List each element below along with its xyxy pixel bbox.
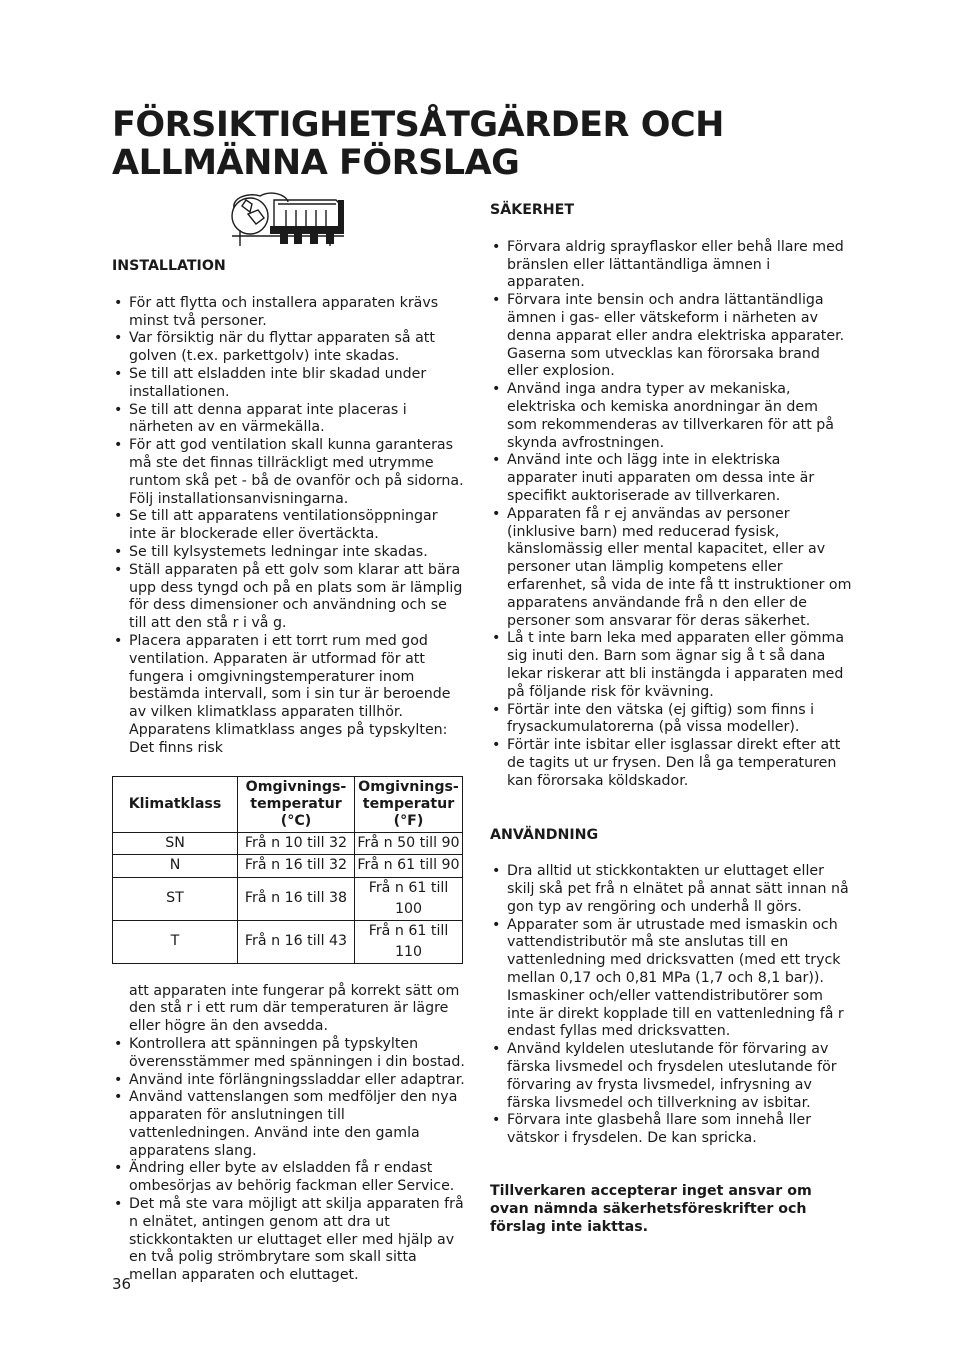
list-item: • Det må ste vara möjligt att skilja apparaten frå n elnätet, antingen genom att dra ut stickkontakten ur eluttaget eller med hjälp av en två polig strömbrytare som skall sitta mellan apparaten och eluttaget.	[112, 1196, 468, 1285]
climate-class-table	[112, 776, 463, 964]
table-row	[113, 877, 463, 920]
list-item: • Dra alltid ut stickkontakten ur eluttaget eller skilj skå pet frå n elnätet på annat sätt innan nå gon typ av rengöring och underhå ll görs.	[490, 863, 852, 916]
installation-heading: INSTALLATION	[112, 258, 226, 274]
left-column	[112, 258, 468, 1285]
title-line-1: FÖRSIKTIGHETSÅTGÄRDER OCH	[112, 105, 724, 145]
list-item: • Förvara aldrig sprayflaskor eller behå llare med bränslen eller lättantändliga ämnen i apparaten.	[490, 239, 852, 292]
table-cell: T	[113, 920, 238, 963]
list-item: • Placera apparaten i ett torrt rum med god ventilation. Apparaten är utformad för att fungera i omgivningstemperaturer inom bestämda intervall, som i sin tur är beroende av vilken klimatklass apparaten tillhör. Apparatens klimatklass anges på typskylten: Det finns risk	[112, 633, 468, 758]
anvandning-list	[490, 863, 852, 1148]
list-item: • Apparater som är utrustade med ismaskin och vattendistributör må ste anslutas till en vattenledning med dricksvatten (med ett tryck mellan 0,17 och 0,81 MPa (1,7 och 8,1 bar)). Ismaskiner och/eller vattendistributörer som inte är direkt kopplade till en vattenledning få r endast fyllas med dricksvatten.	[490, 917, 852, 1042]
installation-list-continued	[112, 1036, 468, 1285]
list-item: • Var försiktig när du flyttar apparaten så att golven (t.ex. parkettgolv) inte skadas.	[112, 330, 468, 366]
list-item: • Ställ apparaten på ett golv som klarar att bära upp dess tyngd och på en plats som är lämplig för dess dimensioner och användning och se till att den stå r i vå g.	[112, 562, 468, 633]
disclaimer-note: Tillverkaren accepterar inget ansvar om ovan nämnda säkerhetsföreskrifter och förslag inte iakttas.	[490, 1183, 812, 1235]
list-item: • Se till kylsystemets ledningar inte skadas.	[112, 544, 468, 562]
table-row	[113, 855, 463, 878]
list-item: • Se till att elsladden inte blir skadad under installationen.	[112, 366, 468, 402]
table-cell: Frå n 61 till 110	[355, 920, 463, 963]
list-item: • Se till att denna apparat inte placeras i närheten av en värmekälla.	[112, 402, 468, 438]
table-cell: Frå n 16 till 43	[238, 920, 355, 963]
right-column	[490, 202, 852, 1236]
table-cell: N	[113, 855, 238, 878]
list-item: • Använd inga andra typer av mekaniska, elektriska och kemiska anordningar än dem som rekommenderas av tillverkaren för att på skynda avfrostningen.	[490, 381, 852, 452]
table-cell: Frå n 10 till 32	[238, 832, 355, 855]
list-item: • Se till att apparatens ventilationsöppningar inte är blockerade eller övertäckta.	[112, 508, 468, 544]
table-header-cell: Klimatklass	[113, 776, 238, 832]
list-item: • Använd vattenslangen som medföljer den nya apparaten för anslutningen till vattenledningen. Använd inte den gamla apparatens slang.	[112, 1089, 468, 1160]
list-item: • Förtär inte isbitar eller isglassar direkt efter att de tagits ut ur frysen. Den lå ga temperaturen kan förorsaka köldskador.	[490, 737, 852, 790]
list-item: • Förvara inte bensin och andra lättantändliga ämnen i gas- eller vätskeform i närheten av denna apparat eller andra elektriska apparater. Gaserna som utvecklas kan förorsaka brand eller explosion.	[490, 292, 852, 381]
page-title	[112, 106, 872, 182]
appliance-installation-illustration	[226, 186, 348, 252]
table-cell: Frå n 50 till 90	[355, 832, 463, 855]
list-item: • För att god ventilation skall kunna garanteras må ste det finnas tillräckligt med utrymme runtom skå pet - bå de ovanför och på sidorna. Följ installationsanvisningarna.	[112, 437, 468, 508]
list-item: • Förvara inte glasbehå llare som innehå ller vätskor i frysdelen. De kan spricka.	[490, 1112, 852, 1148]
table-header-cell: Omgivnings- temperatur (°F)	[355, 776, 463, 832]
table-cell: ST	[113, 877, 238, 920]
page-number: 36	[112, 1275, 132, 1293]
list-item: • Ändring eller byte av elsladden få r endast ombesörjas av behörig fackman eller Service.	[112, 1160, 468, 1196]
table-cell: Frå n 61 till 90	[355, 855, 463, 878]
list-item: • Lå t inte barn leka med apparaten eller gömma sig inuti den. Barn som ägnar sig å t så dana lekar riskerar att bli instängda i apparaten med på följande risk för kvävning.	[490, 630, 852, 701]
table-cell: SN	[113, 832, 238, 855]
title-line-2: ALLMÄNNA FÖRSLAG	[112, 143, 520, 183]
installation-continuation: att apparaten inte fungerar på korrekt sätt om den stå r i ett rum där temperaturen är lägre eller högre än den avsedda.	[129, 982, 460, 1035]
table-header-row	[113, 776, 463, 832]
table-header-cell: Omgivnings- temperatur (°C)	[238, 776, 355, 832]
list-item: • För att flytta och installera apparaten krävs minst två personer.	[112, 295, 468, 331]
installation-list	[112, 295, 468, 758]
list-item: • Förtär inte den vätska (ej giftig) som finns i frysackumulatorerna (på vissa modeller).	[490, 702, 852, 738]
list-item: • Använd kyldelen uteslutande för förvaring av färska livsmedel och frysdelen uteslutande för förvaring av frysta livsmedel, infrysning av färska livsmedel och tillverkning av isbitar.	[490, 1041, 852, 1112]
table-row	[113, 920, 463, 963]
list-item: • Apparaten få r ej användas av personer (inklusive barn) med reducerad fysisk, känslomässig eller mental kapacitet, eller av personer utan lämplig kompetens eller erfarenhet, så vida de inte få tt instruktioner om apparatens användande frå n den eller de personer som ansvarar för deras säkerhet.	[490, 506, 852, 631]
list-item: • Använd inte och lägg inte in elektriska apparater inuti apparaten om dessa inte är specifikt auktoriserade av tillverkaren.	[490, 452, 852, 505]
table-cell: Frå n 16 till 38	[238, 877, 355, 920]
sakerhet-list	[490, 239, 852, 791]
list-item: • Kontrollera att spänningen på typskylten överensstämmer med spänningen i din bostad.	[112, 1036, 468, 1072]
list-item: • Använd inte förlängningssladdar eller adaptrar.	[112, 1072, 468, 1090]
table-cell: Frå n 16 till 32	[238, 855, 355, 878]
table-row	[113, 832, 463, 855]
sakerhet-heading: SÄKERHET	[490, 202, 575, 218]
table-cell: Frå n 61 till 100	[355, 877, 463, 920]
anvandning-heading: ANVÄNDNING	[490, 826, 599, 843]
